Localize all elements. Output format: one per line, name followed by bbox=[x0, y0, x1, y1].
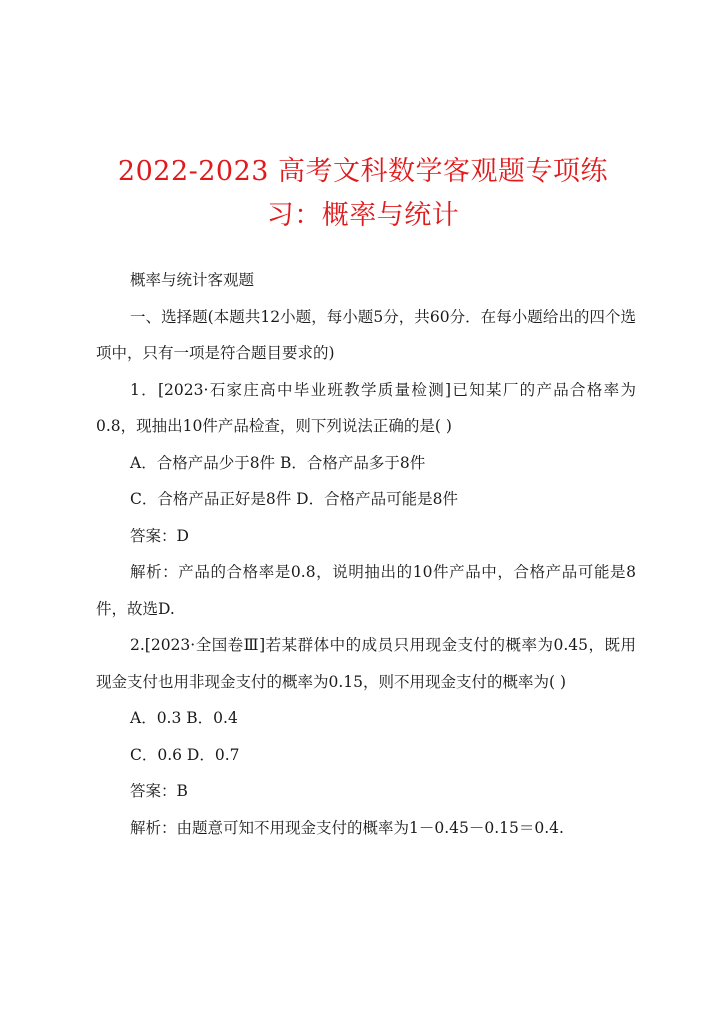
section-heading: 概率与统计客观题 bbox=[130, 271, 255, 289]
question-2-options-cd: C．0.6 D．0.7 bbox=[130, 745, 240, 764]
question-1-analysis: 解析：产品的合格率是0.8，说明抽出的10件产品中，合格产品可能是8件，故选D. bbox=[96, 563, 636, 618]
question-2-analysis: 解析：由题意可知不用现金支付的概率为1－0.45－0.15＝0.4. bbox=[130, 818, 564, 837]
question-1-options-cd: C．合格产品正好是8件 D．合格产品可能是8件 bbox=[130, 490, 458, 508]
document-body bbox=[96, 262, 636, 846]
question-1-answer: 答案：D bbox=[130, 526, 189, 545]
question-2-answer: 答案：B bbox=[130, 782, 188, 800]
question-1-stem: 1．[2023·石家庄高中毕业班教学质量检测]已知某厂的产品合格率为0.8，现抽出10件产品检查，则下列说法正确的是( ) bbox=[96, 380, 636, 435]
document-title: 2022-2023 高考文科数学客观题专项练习：概率与统计 bbox=[117, 156, 609, 231]
question-1-options-ab: A．合格产品少于8件 B．合格产品多于8件 bbox=[130, 453, 426, 472]
instructions-paragraph: 一、选择题(本题共12小题，每小题5分，共60分．在每小题给出的四个选项中，只有一项是符合题目要求的) bbox=[96, 307, 636, 362]
question-2-options-ab: A．0.3 B．0.4 bbox=[130, 709, 238, 727]
question-2-stem: 2.[2023·全国卷Ⅲ]若某群体中的成员只用现金支付的概率为0.45，既用现金支付也用非现金支付的概率为0.15，则不用现金支付的概率为( ) bbox=[96, 636, 636, 691]
